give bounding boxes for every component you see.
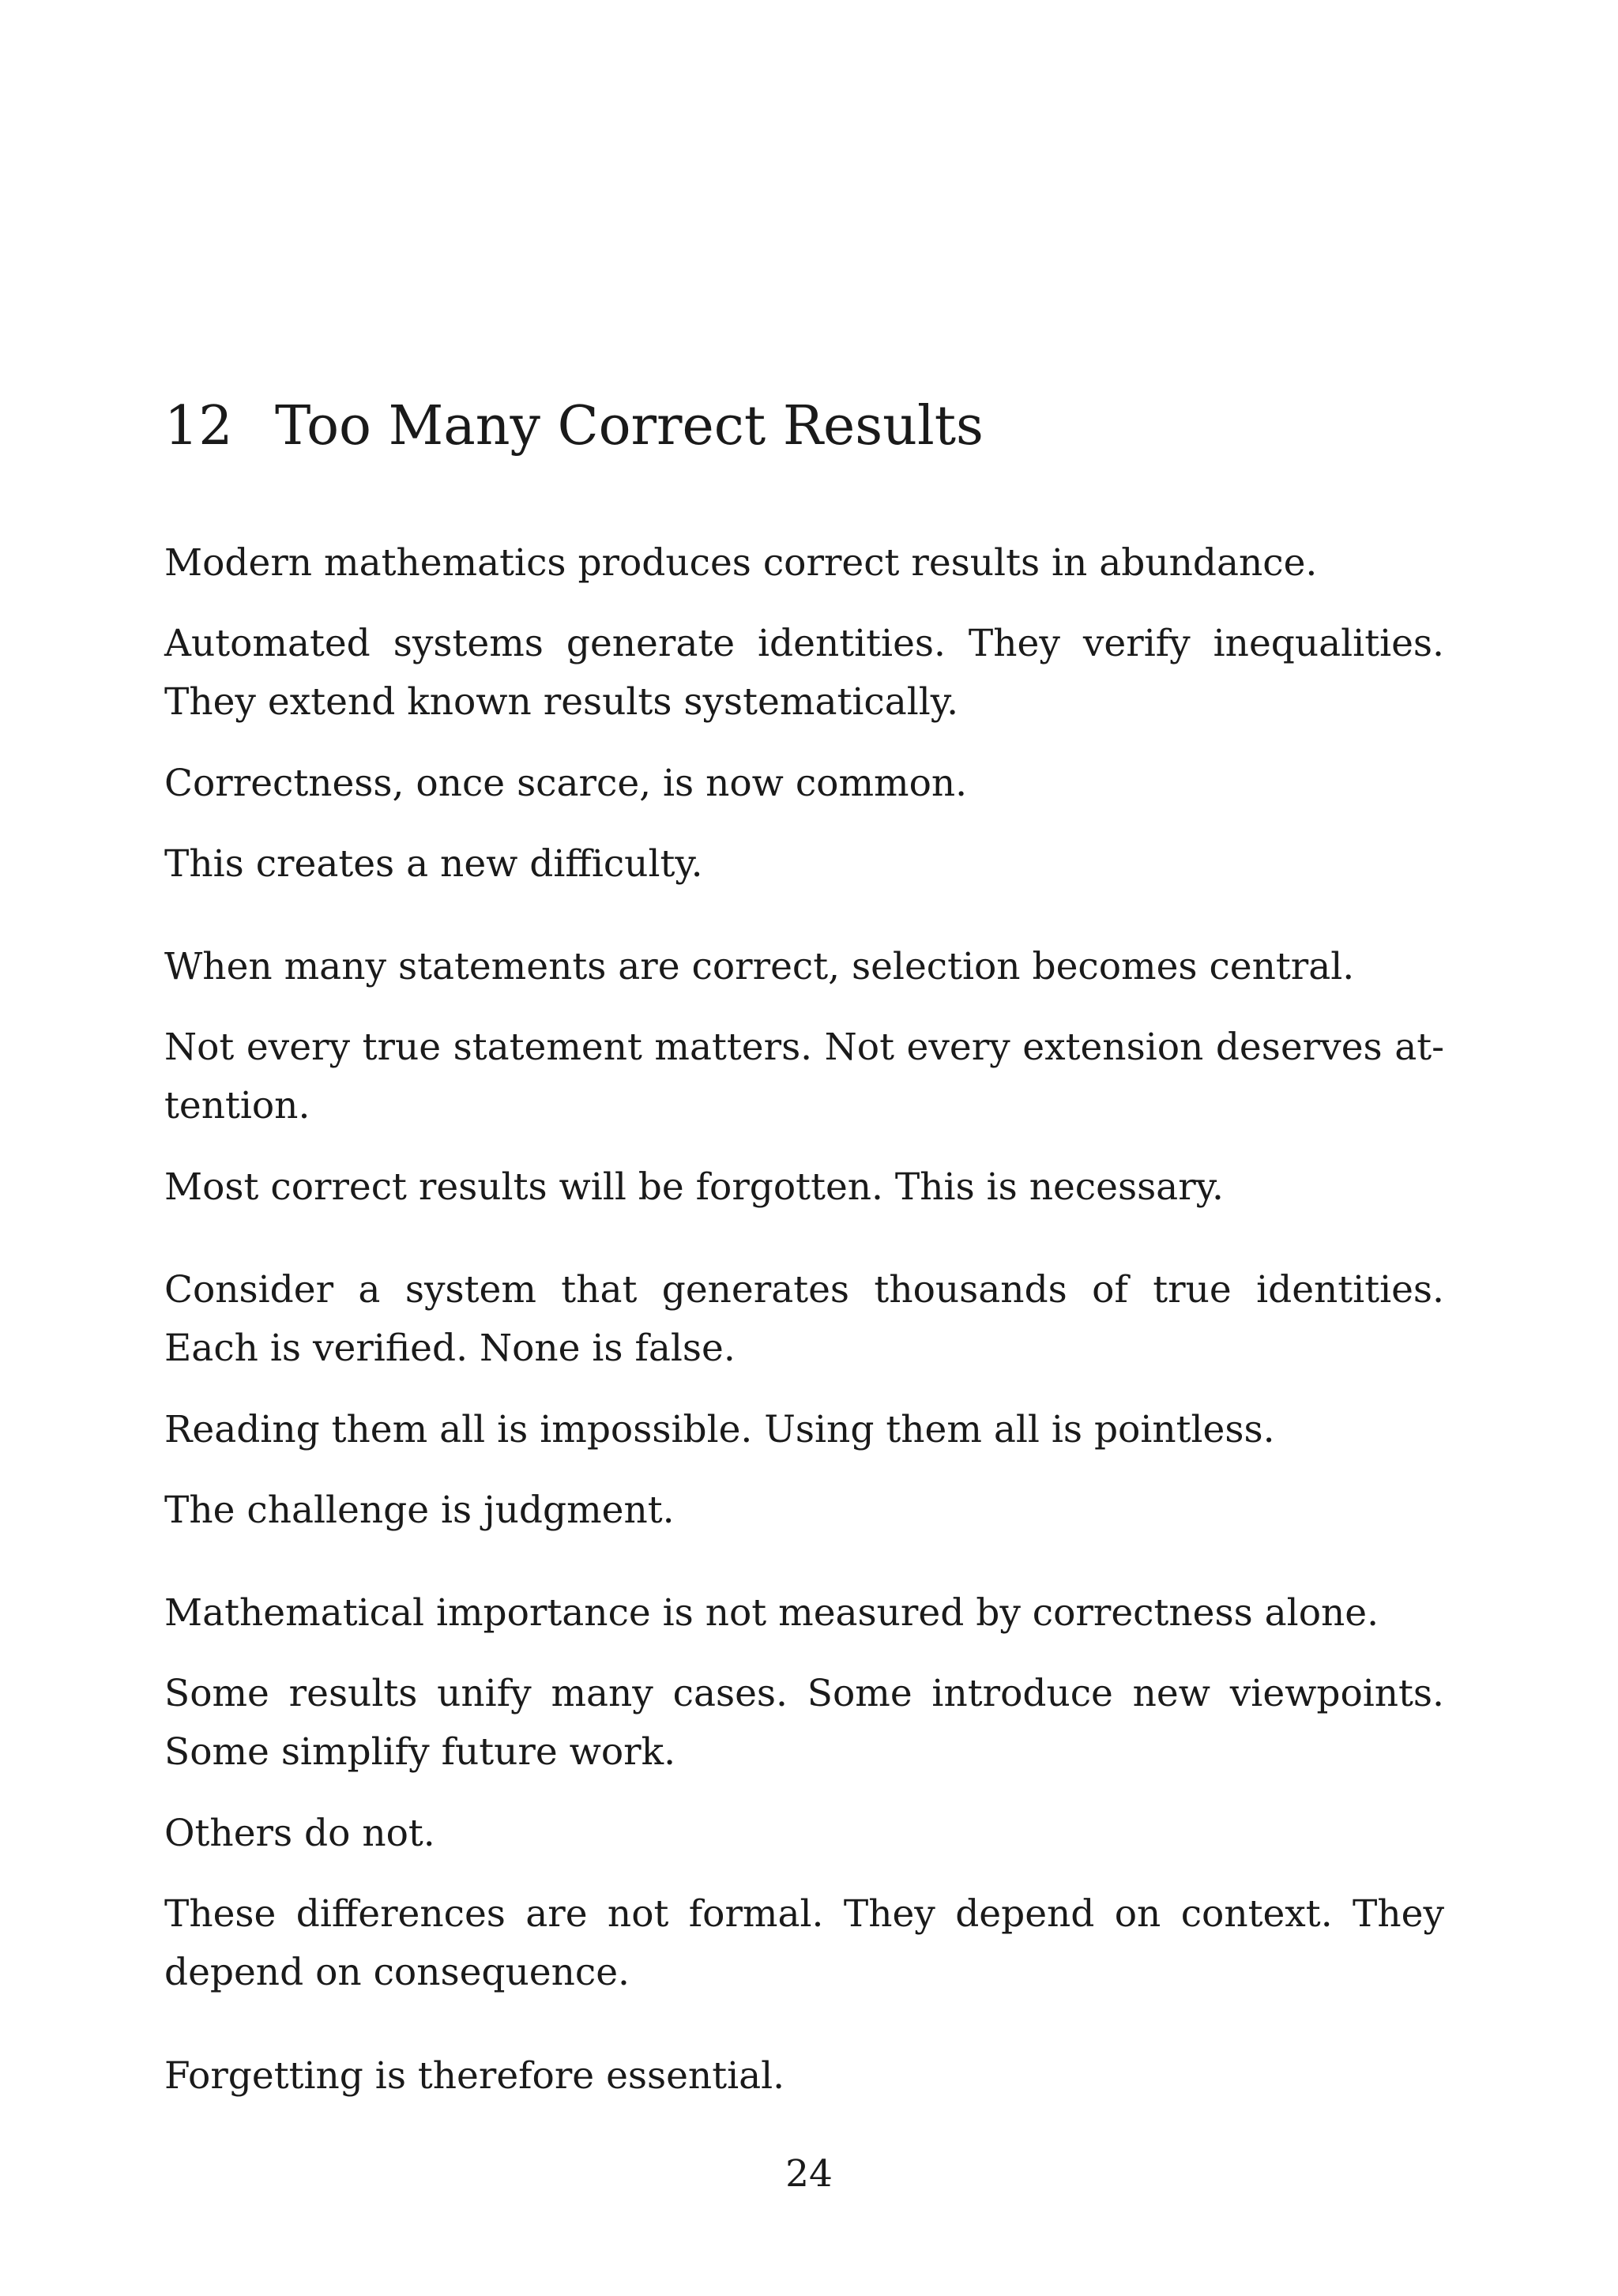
- section-number: 12: [164, 395, 233, 457]
- paragraph: Not every true statement matters. Not every extension deserves attention.: [164, 1026, 1444, 1127]
- section-title: Too Many Correct Results: [275, 395, 984, 457]
- page-number: 24: [785, 2152, 833, 2196]
- paragraph: Modern mathematics produces correct results in abundance.: [164, 541, 1318, 585]
- paragraph: Consider a system that generates thousands of true identities. Each is verified. None is false.: [164, 1268, 1444, 1370]
- paragraph: Most correct results will be forgotten. This is necessary.: [164, 1165, 1224, 1209]
- section-heading: [164, 395, 1460, 458]
- paragraph: Automated systems generate identities. They verify inequalities. They extend known results systematically.: [164, 622, 1444, 724]
- paragraph: Mathematical importance is not measured by correctness alone.: [164, 1591, 1379, 1635]
- paragraph: Forgetting is therefore essential.: [164, 2054, 785, 2098]
- paragraph: These differences are not formal. They depend on context. They depend on consequence.: [164, 1892, 1444, 1994]
- paragraph: Correctness, once scarce, is now common.: [164, 762, 968, 805]
- paragraph: Reading them all is impossible. Using them all is pointless.: [164, 1408, 1275, 1451]
- paragraph: This creates a new difficulty.: [164, 842, 703, 886]
- paragraph: The challenge is judgment.: [164, 1489, 675, 1532]
- paragraph: Some results unify many cases. Some introduce new viewpoints. Some simplify future work.: [164, 1672, 1444, 1774]
- paragraph: Others do not.: [164, 1812, 435, 1855]
- paragraph: When many statements are correct, selection becomes central.: [164, 945, 1355, 988]
